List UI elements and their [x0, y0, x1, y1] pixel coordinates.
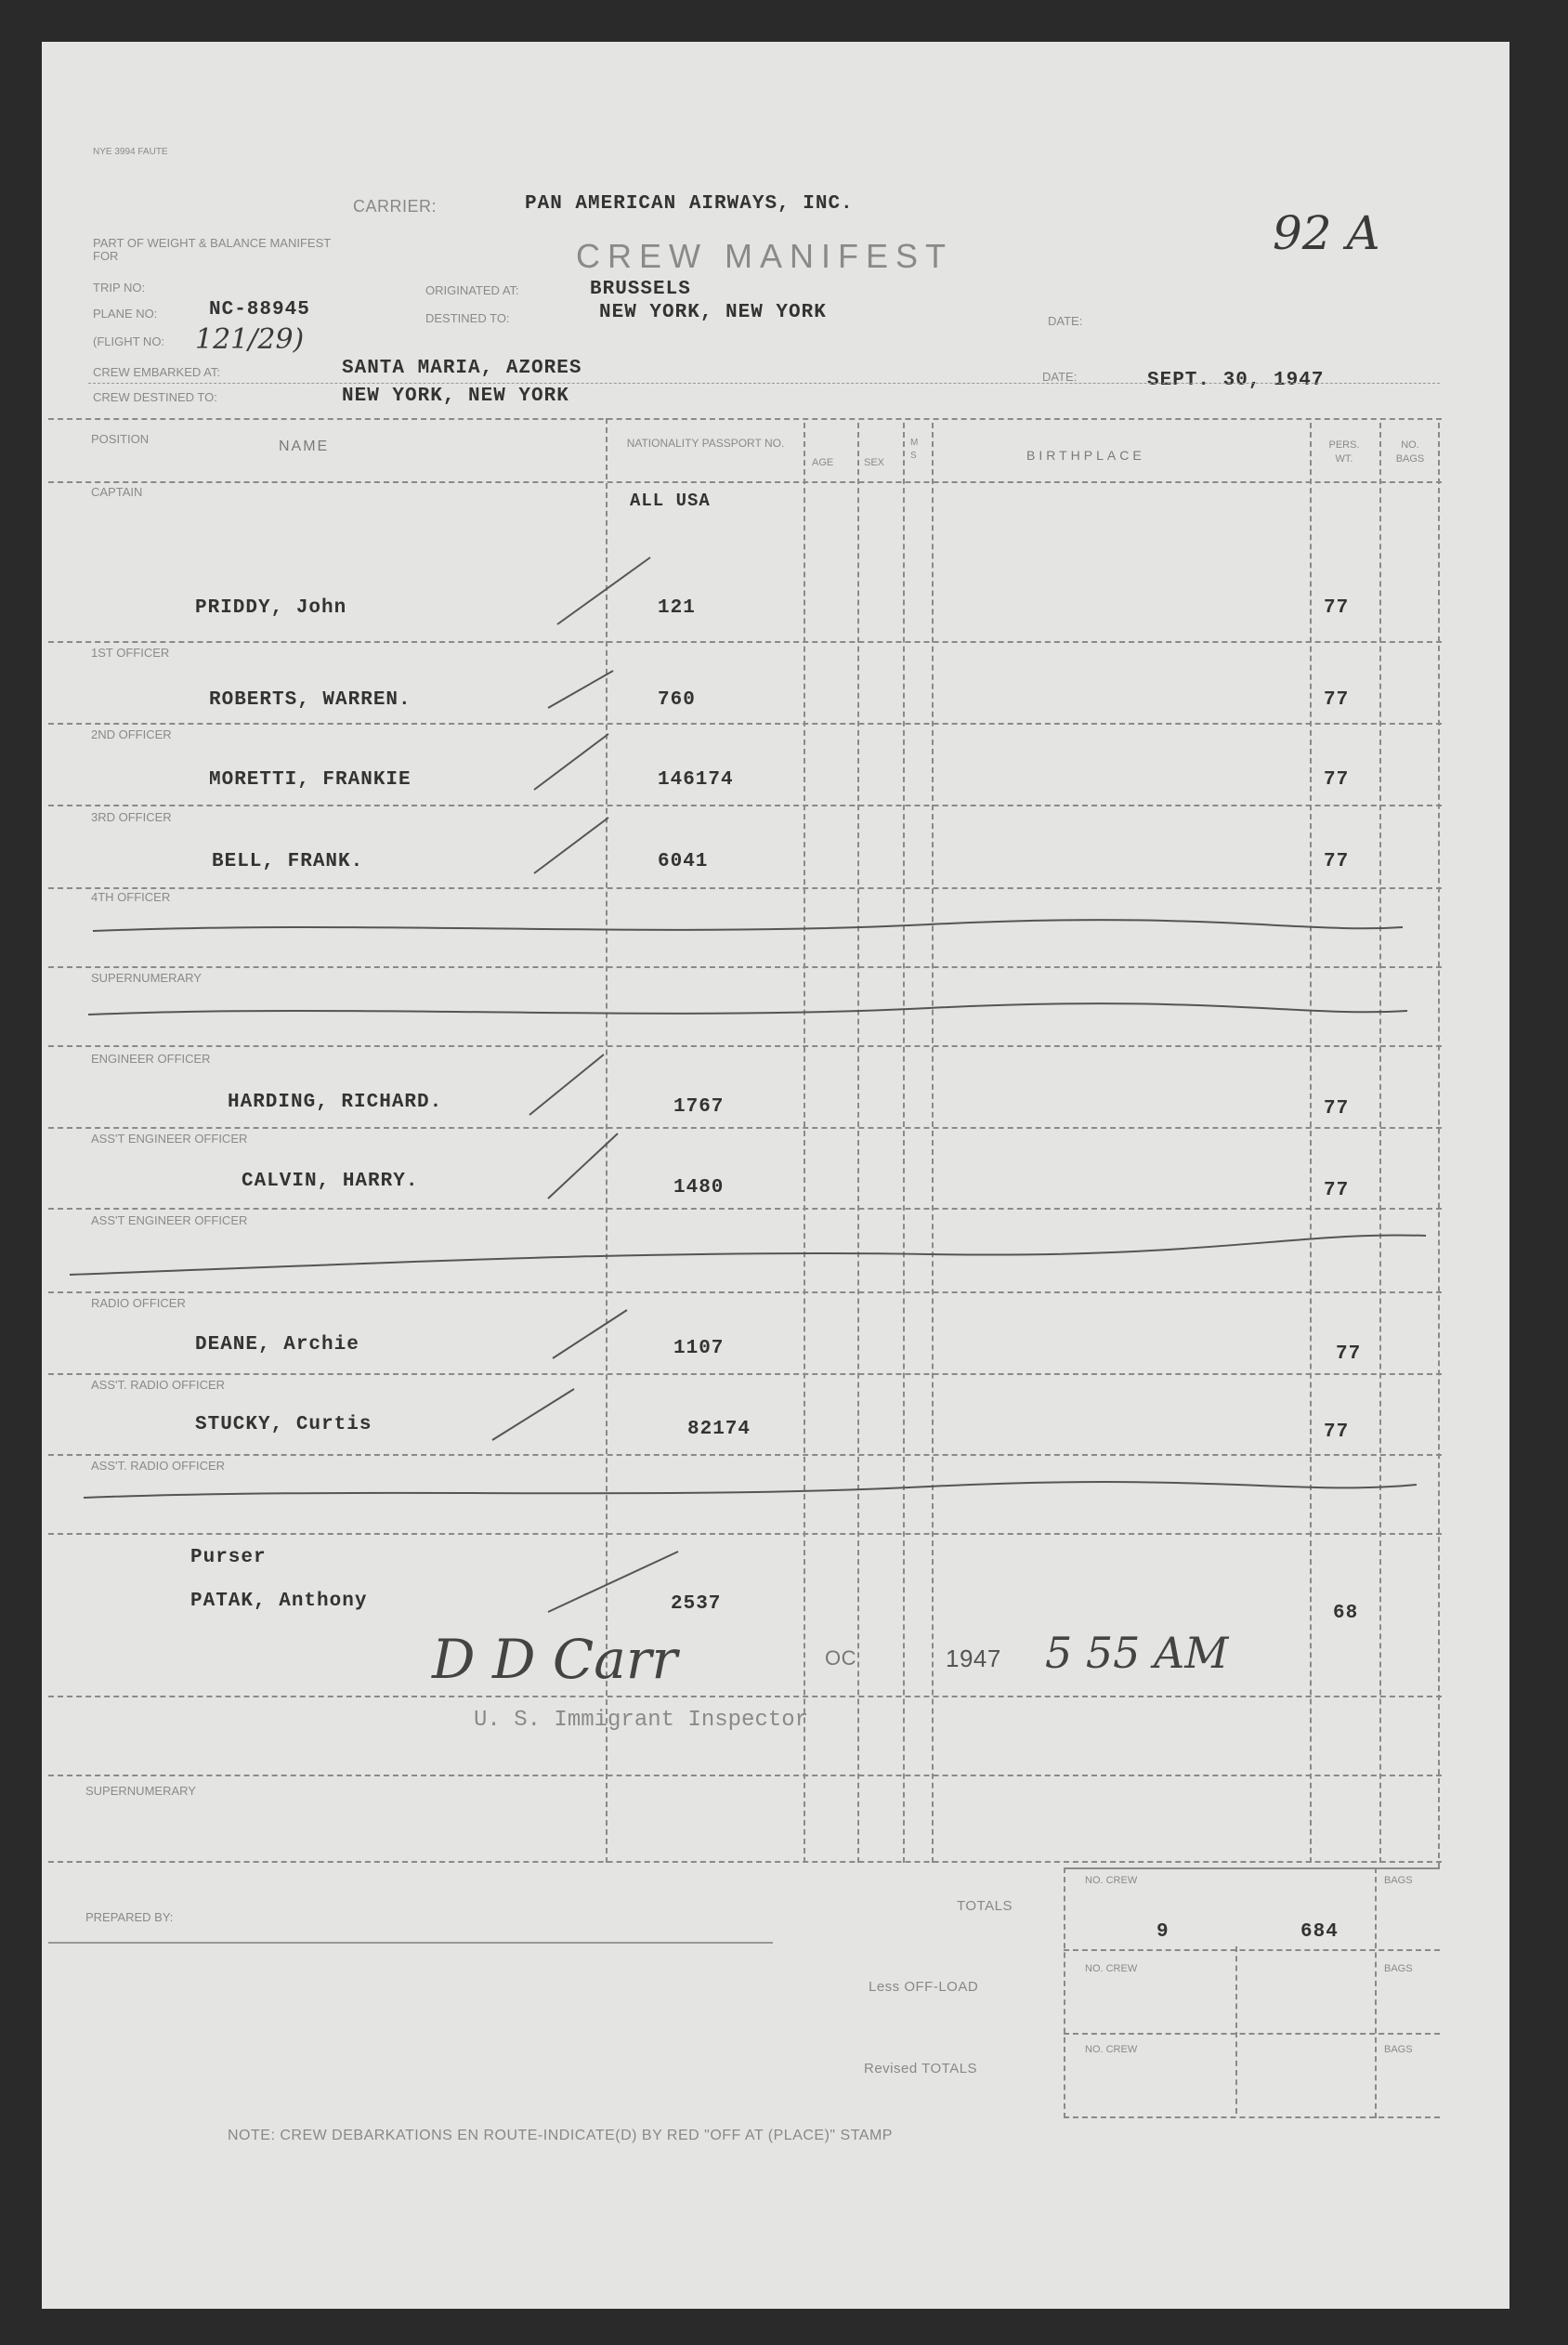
check-mark: [548, 1133, 618, 1199]
prepared-by-label: PREPARED BY:: [85, 1910, 174, 1924]
row-passport: 6041: [658, 851, 709, 872]
purser-name: PATAK, Anthony: [190, 1591, 368, 1612]
check-mark: [548, 1552, 678, 1612]
originated-label: ORIGINATED AT:: [425, 283, 519, 297]
row-position: SUPERNUMERARY: [91, 971, 202, 985]
row-weight: 77: [1324, 1098, 1350, 1120]
plane-value: NC-88945: [209, 299, 310, 321]
date-label-1: DATE:: [1048, 314, 1083, 328]
row-weight: 77: [1324, 769, 1350, 791]
row-position: 3RD OFFICER: [91, 810, 172, 824]
strike-line: [88, 1003, 1407, 1015]
bags-label: BAGS: [1384, 1875, 1413, 1886]
row-position: CAPTAIN: [91, 485, 143, 499]
crew-destined-value: NEW YORK, NEW YORK: [342, 386, 569, 407]
revised-totals-label: Revised TOTALS: [864, 2061, 978, 2076]
plane-label: PLANE NO:: [93, 307, 158, 321]
flight-value: 121/29): [195, 323, 305, 356]
stamp-time: 5 55 AM: [1045, 1628, 1229, 1678]
originated-value: BRUSSELS: [590, 279, 691, 300]
row-name: MORETTI, FRANKIE: [209, 769, 412, 791]
strike-line: [70, 1235, 1426, 1275]
destined-label: DESTINED TO:: [425, 311, 510, 325]
row-weight: 77: [1336, 1343, 1362, 1365]
form-title: CREW MANIFEST: [576, 237, 953, 275]
no-crew-label: NO. CREW: [1085, 1963, 1138, 1974]
col-birthplace: BIRTHPLACE: [1026, 448, 1145, 463]
col-age: AGE: [812, 457, 834, 468]
destined-value: NEW YORK, NEW YORK: [599, 302, 827, 323]
stamp-caption: U. S. Immigrant Inspector: [474, 1708, 809, 1733]
purser-label: Purser: [190, 1547, 267, 1568]
embarked-value: SANTA MARIA, AZORES: [342, 358, 582, 379]
totals-label: TOTALS: [957, 1898, 1013, 1914]
row-position: 1ST OFFICER: [91, 646, 170, 660]
col-ms: M S: [910, 438, 919, 461]
row-name: HARDING, RICHARD.: [228, 1092, 443, 1113]
col-nationality: NATIONALITY PASSPORT NO.: [626, 437, 785, 450]
row-name: BELL, FRANK.: [212, 851, 364, 872]
purser-weight: 68: [1333, 1603, 1359, 1624]
row-position: ASS'T ENGINEER OFFICER: [91, 1213, 248, 1227]
row-position: ASS'T. RADIO OFFICER: [91, 1459, 226, 1473]
row-name: ROBERTS, WARREN.: [209, 689, 412, 711]
row-position: ENGINEER OFFICER: [91, 1052, 211, 1066]
check-mark: [529, 1055, 604, 1115]
row-position: ASS'T. RADIO OFFICER: [91, 1378, 226, 1392]
flight-label: (FLIGHT NO:: [93, 334, 165, 348]
inspector-signature: D D Carr: [432, 1628, 678, 1691]
col-pers-wt: PERS. WT.: [1328, 439, 1360, 465]
crew-destined-label: CREW DESTINED TO:: [93, 390, 217, 404]
row-position: 2ND OFFICER: [91, 727, 172, 741]
carrier-value: PAN AMERICAN AIRWAYS, INC.: [525, 193, 854, 215]
stamp-text: NYE 3994 FAUTE: [93, 147, 168, 157]
row-position: 4TH OFFICER: [91, 890, 171, 904]
bags-label: BAGS: [1384, 2044, 1413, 2055]
check-mark: [548, 671, 613, 708]
row-passport: 121: [658, 597, 696, 619]
row-position: RADIO OFFICER: [91, 1296, 186, 1310]
date-label-2: DATE:: [1042, 370, 1078, 384]
row-passport: 146174: [658, 769, 734, 791]
row-name: STUCKY, Curtis: [195, 1414, 372, 1435]
row-position: ASS'T ENGINEER OFFICER: [91, 1132, 248, 1146]
col-sex: SEX: [864, 457, 885, 468]
row-name: DEANE, Archie: [195, 1334, 359, 1356]
stamp-year: 1947: [946, 1644, 1001, 1672]
row-passport: 760: [658, 689, 696, 711]
embarked-label: CREW EMBARKED AT:: [93, 365, 221, 379]
row-weight: 77: [1324, 1180, 1350, 1201]
no-crew-label: NO. CREW: [1085, 1875, 1138, 1886]
row-name: PRIDDY, John: [195, 597, 347, 619]
row-passport: 1767: [673, 1096, 725, 1118]
col-name: NAME: [279, 439, 330, 454]
trip-label: TRIP NO:: [93, 281, 146, 295]
purser-passport: 2537: [671, 1593, 722, 1615]
bags-label: BAGS: [1384, 1963, 1413, 1974]
row-weight: 77: [1324, 597, 1350, 619]
less-offload-label: Less OFF-LOAD: [869, 1979, 979, 1995]
row-passport: 1107: [673, 1338, 725, 1359]
footer-note: NOTE: CREW DEBARKATIONS EN ROUTE-INDICATE(D) BY RED "OFF AT (PLACE)" STAMP: [228, 2128, 893, 2143]
strike-line: [84, 1482, 1417, 1498]
row-name: CALVIN, HARRY.: [242, 1171, 419, 1192]
total-weight: 684: [1300, 1921, 1339, 1943]
strike-line: [93, 920, 1403, 931]
row-passport: 1480: [673, 1177, 725, 1199]
carrier-label: CARRIER:: [353, 197, 438, 216]
col-position: POSITION: [91, 432, 150, 446]
supernumerary-bottom-label: SUPERNUMERARY: [85, 1784, 196, 1798]
col-no-bags: NO. BAGS: [1395, 439, 1425, 465]
check-mark: [534, 734, 608, 790]
stamp-date-partial: OC: [825, 1646, 856, 1670]
row-passport: 82174: [687, 1419, 751, 1440]
check-mark: [553, 1310, 627, 1358]
check-mark: [557, 557, 650, 624]
total-crew-count: 9: [1156, 1921, 1169, 1943]
handwritten-reference: 92 A: [1273, 206, 1380, 260]
row-weight: 77: [1324, 689, 1350, 711]
row-weight: 77: [1324, 1421, 1350, 1443]
check-mark: [492, 1389, 574, 1440]
date-value: SEPT. 30, 1947: [1147, 370, 1325, 391]
part-of-label: PART OF WEIGHT & BALANCE MANIFEST FOR: [93, 236, 331, 263]
no-crew-label: NO. CREW: [1085, 2044, 1138, 2055]
check-mark: [534, 818, 608, 873]
all-usa-note: ALL USA: [630, 491, 711, 511]
row-weight: 77: [1324, 851, 1350, 872]
